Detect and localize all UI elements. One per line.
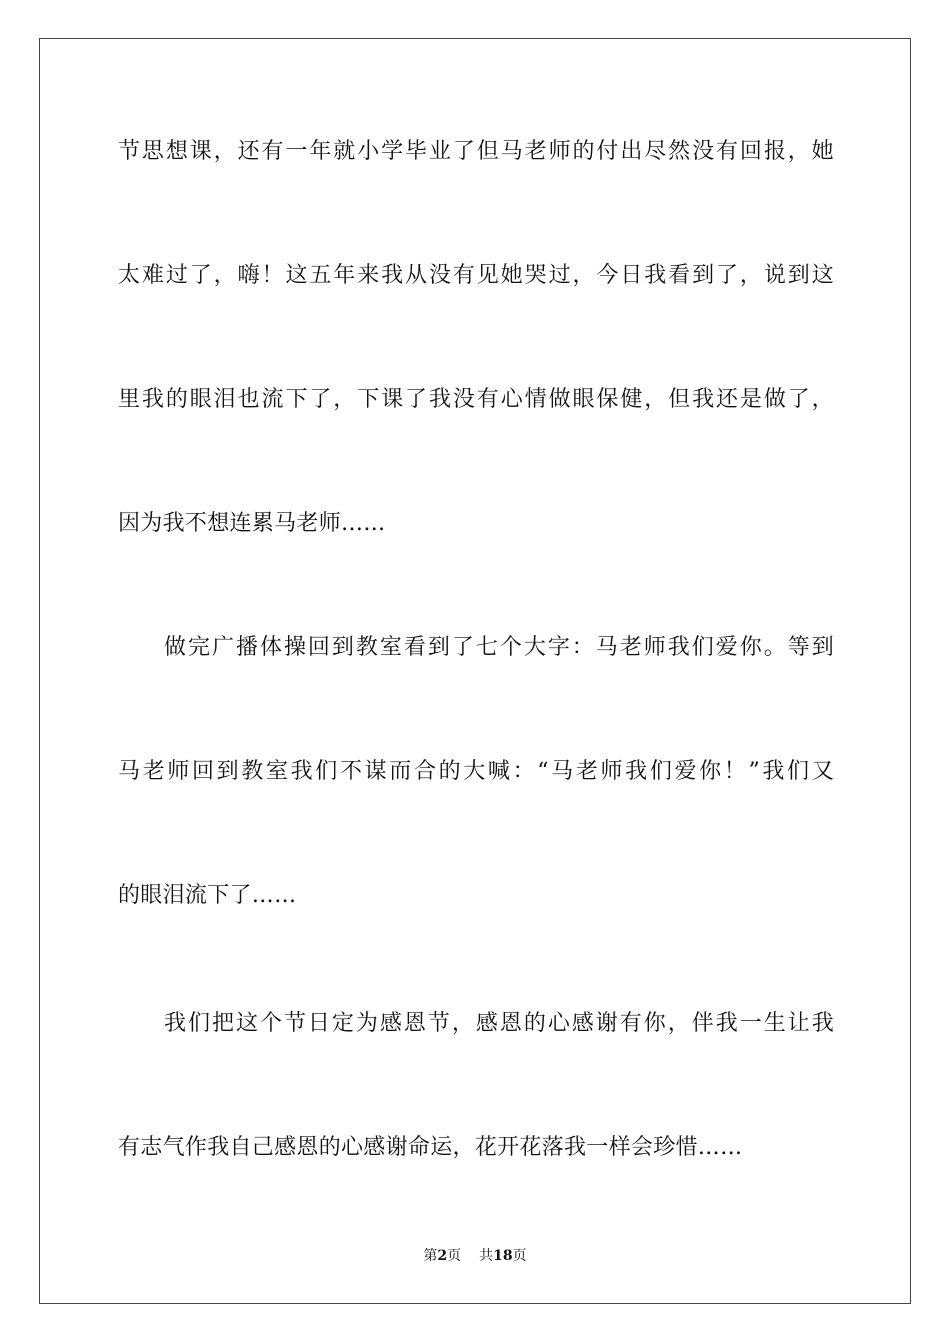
text-line-1: 节思想课，还有一年就小学毕业了但马老师的付出尽然没有回报，她	[118, 139, 834, 164]
text-line-2: 太难过了，嗨！这五年来我从没有见她哭过，今日我看到了，说到这	[118, 263, 834, 288]
page-border	[39, 38, 911, 1304]
page-footer	[0, 1247, 950, 1265]
text-line-6: 马老师回到教室我们不谋而合的大喊：“马老师我们爱你！”我们又	[118, 759, 834, 784]
text-line-7: 的眼泪流下了……	[118, 883, 297, 908]
page-label-prefix: 第	[423, 1248, 438, 1264]
page-number: 2	[437, 1248, 448, 1264]
total-label-prefix: 共	[479, 1248, 494, 1264]
total-pages: 18	[493, 1248, 513, 1264]
text-line-5: 做完广播体操回到教室看到了七个大字：马老师我们爱你。等到	[164, 635, 834, 660]
total-label-suffix: 页	[512, 1248, 527, 1264]
text-line-3: 里我的眼泪也流下了，下课了我没有心情做眼保健，但我还是做了，	[118, 387, 834, 412]
text-line-4: 因为我不想连累马老师……	[118, 511, 386, 536]
text-line-9: 有志气作我自己感恩的心感谢命运，花开花落我一样会珍惜……	[118, 1135, 743, 1160]
text-line-8: 我们把这个节日定为感恩节，感恩的心感谢有你，伴我一生让我	[164, 1011, 834, 1036]
page-label-suffix: 页	[447, 1248, 462, 1264]
